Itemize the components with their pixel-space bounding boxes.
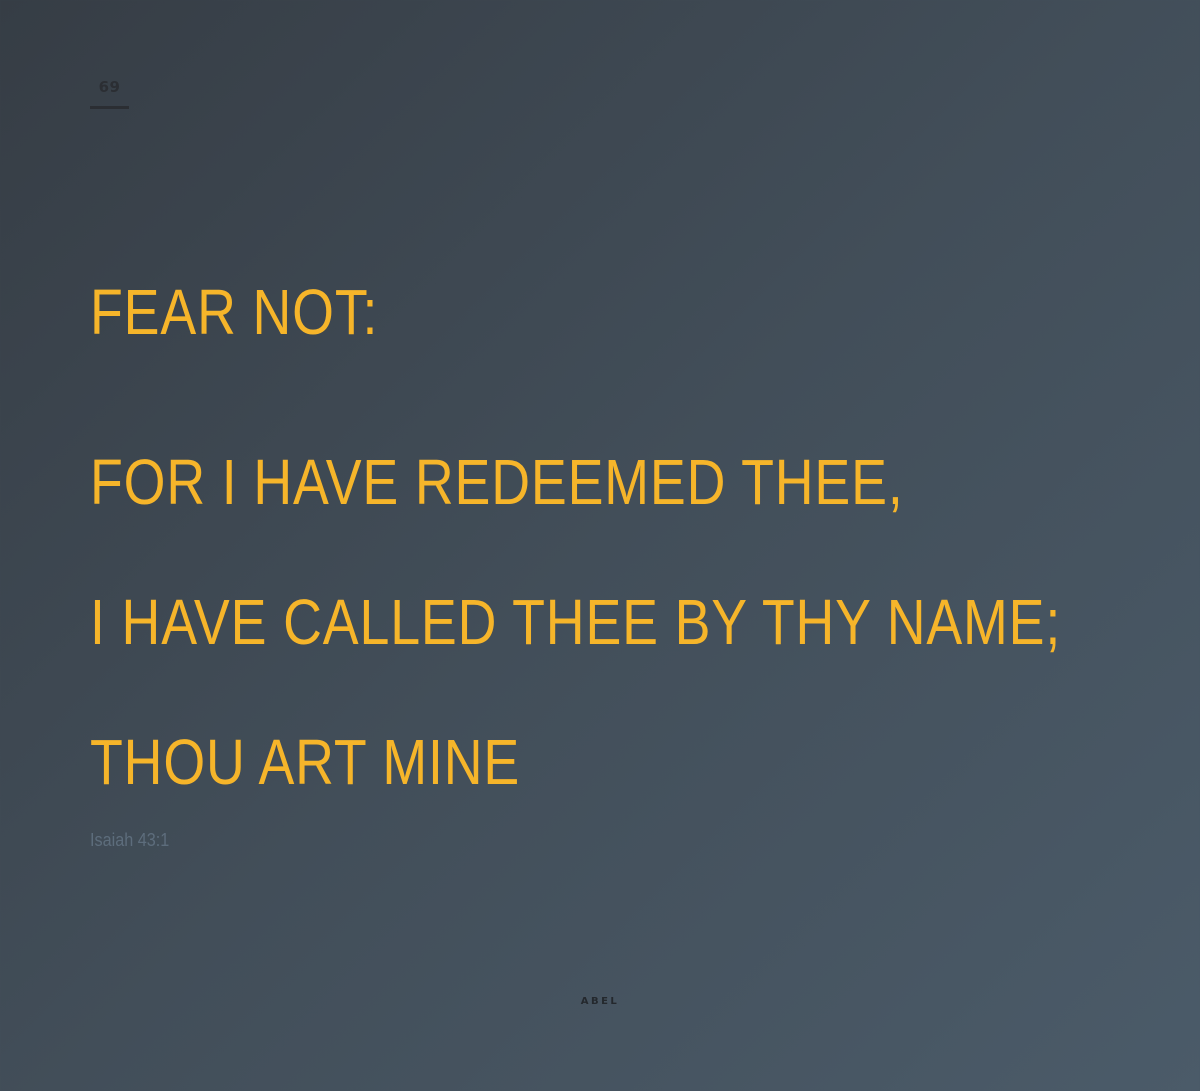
quote-line-4: THOU ART MINE — [90, 726, 521, 798]
footer-brand: ABEL — [580, 996, 620, 1007]
page-number: 69 — [90, 78, 129, 109]
quote-line-3: I HAVE CALLED THEE BY THY NAME; — [90, 586, 1062, 658]
quote-citation: Isaiah 43:1 — [90, 830, 170, 850]
quote-line-1: FEAR NOT: — [90, 276, 379, 348]
quote-line-2: FOR I HAVE REDEEMED THEE, — [90, 446, 904, 518]
scripture-quote — [90, 272, 1200, 832]
